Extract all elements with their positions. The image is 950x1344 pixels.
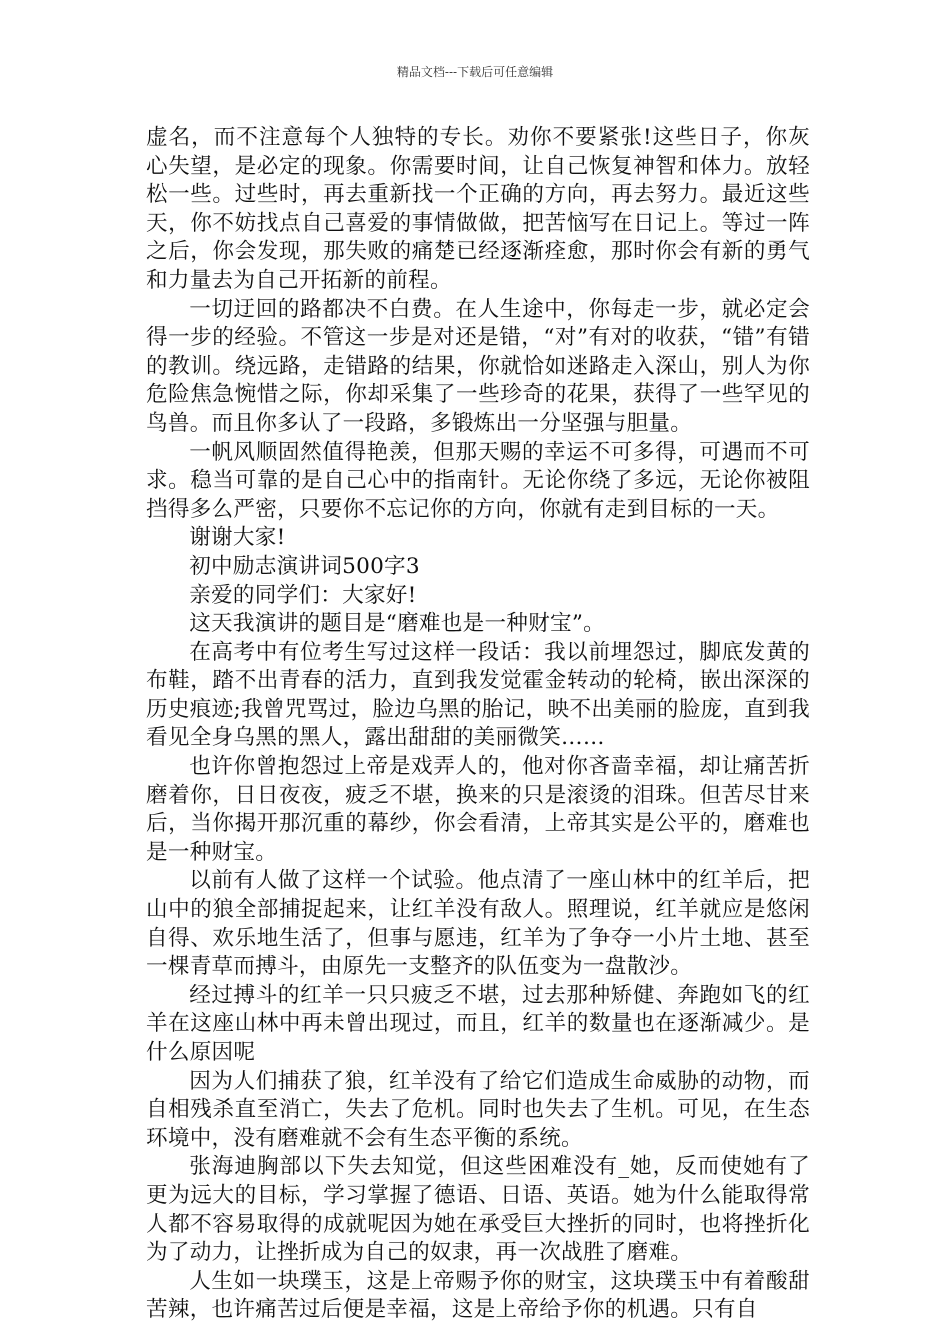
section-title: 初中励志演讲词500字3 [189, 553, 420, 579]
closing-line: 谢谢大家! [189, 525, 286, 551]
paragraph: 因为人们捕获了狼，红羊没有了给它们造成生命威胁的动物，而自相残杀直至消亡，失去了危机。同时也失去了生机。可见，在生态环境中，没有磨难就不会有生态平衡的系统。 [146, 1068, 810, 1151]
paragraph: 也许你曾抱怨过上帝是戏弄人的，他对你吝啬幸福，却让痛苦折磨着你，日日夜夜，疲乏不堪，换来的只是滚烫的泪珠。但苦尽甘来后，当你揭开那沉重的幕纱，你会看清，上帝其实是公平的，磨难也是一种财宝。 [146, 754, 810, 865]
paragraph: 经过搏斗的红羊一只只疲乏不堪，过去那种矫健、奔跑如飞的红羊在这座山林中再未曾出现过，而且，红羊的数量也在逐渐减少。是什么原因呢 [146, 982, 810, 1065]
paragraph: 在高考中有位考生写过这样一段话：我以前埋怨过，脚底发黄的布鞋，踏不出青春的活力，直到我发觉霍金转动的轮椅，嵌出深深的历史痕迹;我曾咒骂过，脸边乌黑的胎记，映不出美丽的脸庞，直到我看见全身乌黑的黑人，露出甜甜的美丽微笑…… [146, 639, 810, 751]
paragraph: 虚名，而不注意每个人独特的专长。劝你不要紧张!这些日子，你灰心失望，是必定的现象。你需要时间，让自己恢复神智和体力。放轻松一些。过些时，再去重新找一个正确的方向，再去努力。最近这些天，你不妨找点自己喜爱的事情做做，把苦恼写在日记上。等过一阵之后，你会发现，那失败的痛楚已经逐渐痊愈，那时你会有新的勇气和力量去为自己开拓新的前程。 [146, 125, 810, 293]
paragraph: 张海迪胸部以下失去知觉，但这些困难没有_她，反而使她有了更为远大的目标，学习掌握了德语、日语、英语。她为什么能取得常人都不容易取得的成就呢因为她在承受巨大挫折的同时，也将挫折化为了动力，让挫折成为自己的奴隶，再一次战胜了磨难。 [146, 1154, 810, 1266]
paragraph: 一切迂回的路都决不白费。在人生途中，你每走一步，就必定会得一步的经验。不管这一步是对还是错，“对”有对的收获，“错”有错的教训。绕远路，走错路的结果，你就恰如迷路走入深山，别人为你危险焦急惋惜之际，你却采集了一些珍奇的花果，获得了一些罕见的鸟兽。而且你多认了一段路，多锻炼出一分坚强与胆量。 [146, 296, 810, 436]
page-header: 精品文档---下载后可任意编辑 [396, 65, 554, 79]
paragraph: 一帆风顺固然值得艳羡，但那天赐的幸运不可多得，可遇而不可求。稳当可靠的是自己心中的指南针。无论你绕了多远，无论你被阻挡得多么严密，只要你不忘记你的方向，你就有走到目标的一天。 [146, 439, 810, 522]
paragraph: 以前有人做了这样一个试验。他点清了一座山林中的红羊后，把山中的狼全部捕捉起来，让红羊没有敌人。照理说，红羊就应是悠闲自得、欢乐地生活了，但事与愿违，红羊为了争夺一小片土地、甚至一棵青草而搏斗，由原先一支整齐的队伍变为一盘散沙。 [146, 868, 810, 980]
paragraph: 人生如一块璞玉，这是上帝赐予你的财宝，这块璞玉中有着酸甜苦辣，也许痛苦过后便是幸福，这是上帝给予你的机遇。只有自 [146, 1268, 810, 1323]
greeting-line: 亲爱的同学们：大家好! [189, 582, 417, 608]
topic-line: 这天我演讲的题目是“磨难也是一种财宝”。 [189, 611, 605, 637]
document-body [146, 124, 810, 1325]
